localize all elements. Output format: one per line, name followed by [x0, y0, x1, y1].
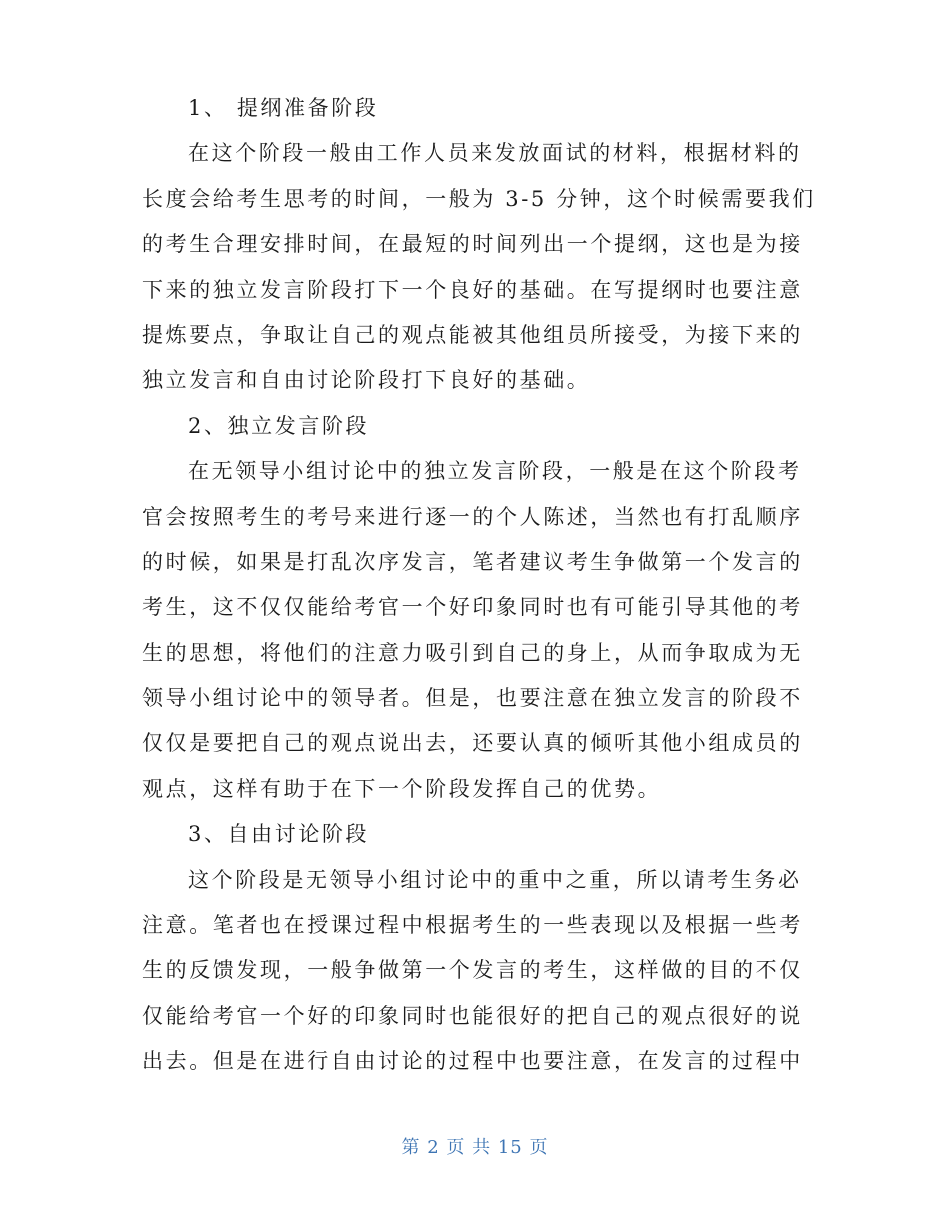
text-line: 下来的独立发言阶段打下一个良好的基础。在写提纲时也要注意	[142, 277, 803, 302]
text-line: 领导小组讨论中的领导者。但是，也要注意在独立发言的阶段不	[142, 686, 803, 711]
text-line: 独立发言和自由讨论阶段打下良好的基础。	[142, 368, 591, 393]
text-line: 2、独立发言阶段	[188, 413, 370, 438]
text-line: 仅仅是要把自己的观点说出去，还要认真的倾听其他小组成员的	[142, 731, 803, 756]
text-line: 1、 提纲准备阶段	[188, 96, 379, 120]
document-body	[142, 86, 816, 1085]
text-line: 出去。但是在进行自由讨论的过程中也要注意，在发言的过程中	[142, 1049, 803, 1074]
text-line: 这个阶段是无领导小组讨论中的重中之重，所以请考生务必	[188, 867, 802, 892]
text-line: 考生，这不仅仅能给考官一个好印象同时也有可能引导其他的考	[142, 595, 803, 620]
text-line: 长度会给考生思考的时间，一般为 3-5 分钟，这个时候需要我们	[142, 186, 816, 211]
text-line: 3、自由讨论阶段	[188, 822, 370, 847]
text-line: 生的反馈发现，一般争做第一个发言的考生，这样做的目的不仅	[142, 958, 803, 983]
text-line: 的考生合理安排时间，在最短的时间列出一个提纲，这也是为接	[142, 232, 803, 257]
text-line: 在这个阶段一般由工作人员来发放面试的材料，根据材料的	[188, 141, 802, 166]
text-line: 官会按照考生的考号来进行逐一的个人陈述，当然也有打乱顺序	[142, 504, 803, 529]
text-line: 在无领导小组讨论中的独立发言阶段，一般是在这个阶段考	[188, 459, 802, 484]
text-line: 生的思想，将他们的注意力吸引到自己的身上，从而争取成为无	[142, 640, 803, 665]
text-line: 观点，这样有助于在下一个阶段发挥自己的优势。	[142, 776, 662, 801]
text-line: 的时候，如果是打乱次序发言，笔者建议考生争做第一个发言的	[142, 549, 803, 574]
page-footer: 第 2 页 共 15 页	[401, 1137, 549, 1158]
text-line: 仅能给考官一个好的印象同时也能很好的把自己的观点很好的说	[142, 1003, 803, 1028]
text-line: 提炼要点，争取让自己的观点能被其他组员所接受，为接下来的	[142, 322, 803, 347]
text-line: 注意。笔者也在授课过程中根据考生的一些表现以及根据一些考	[142, 913, 803, 938]
